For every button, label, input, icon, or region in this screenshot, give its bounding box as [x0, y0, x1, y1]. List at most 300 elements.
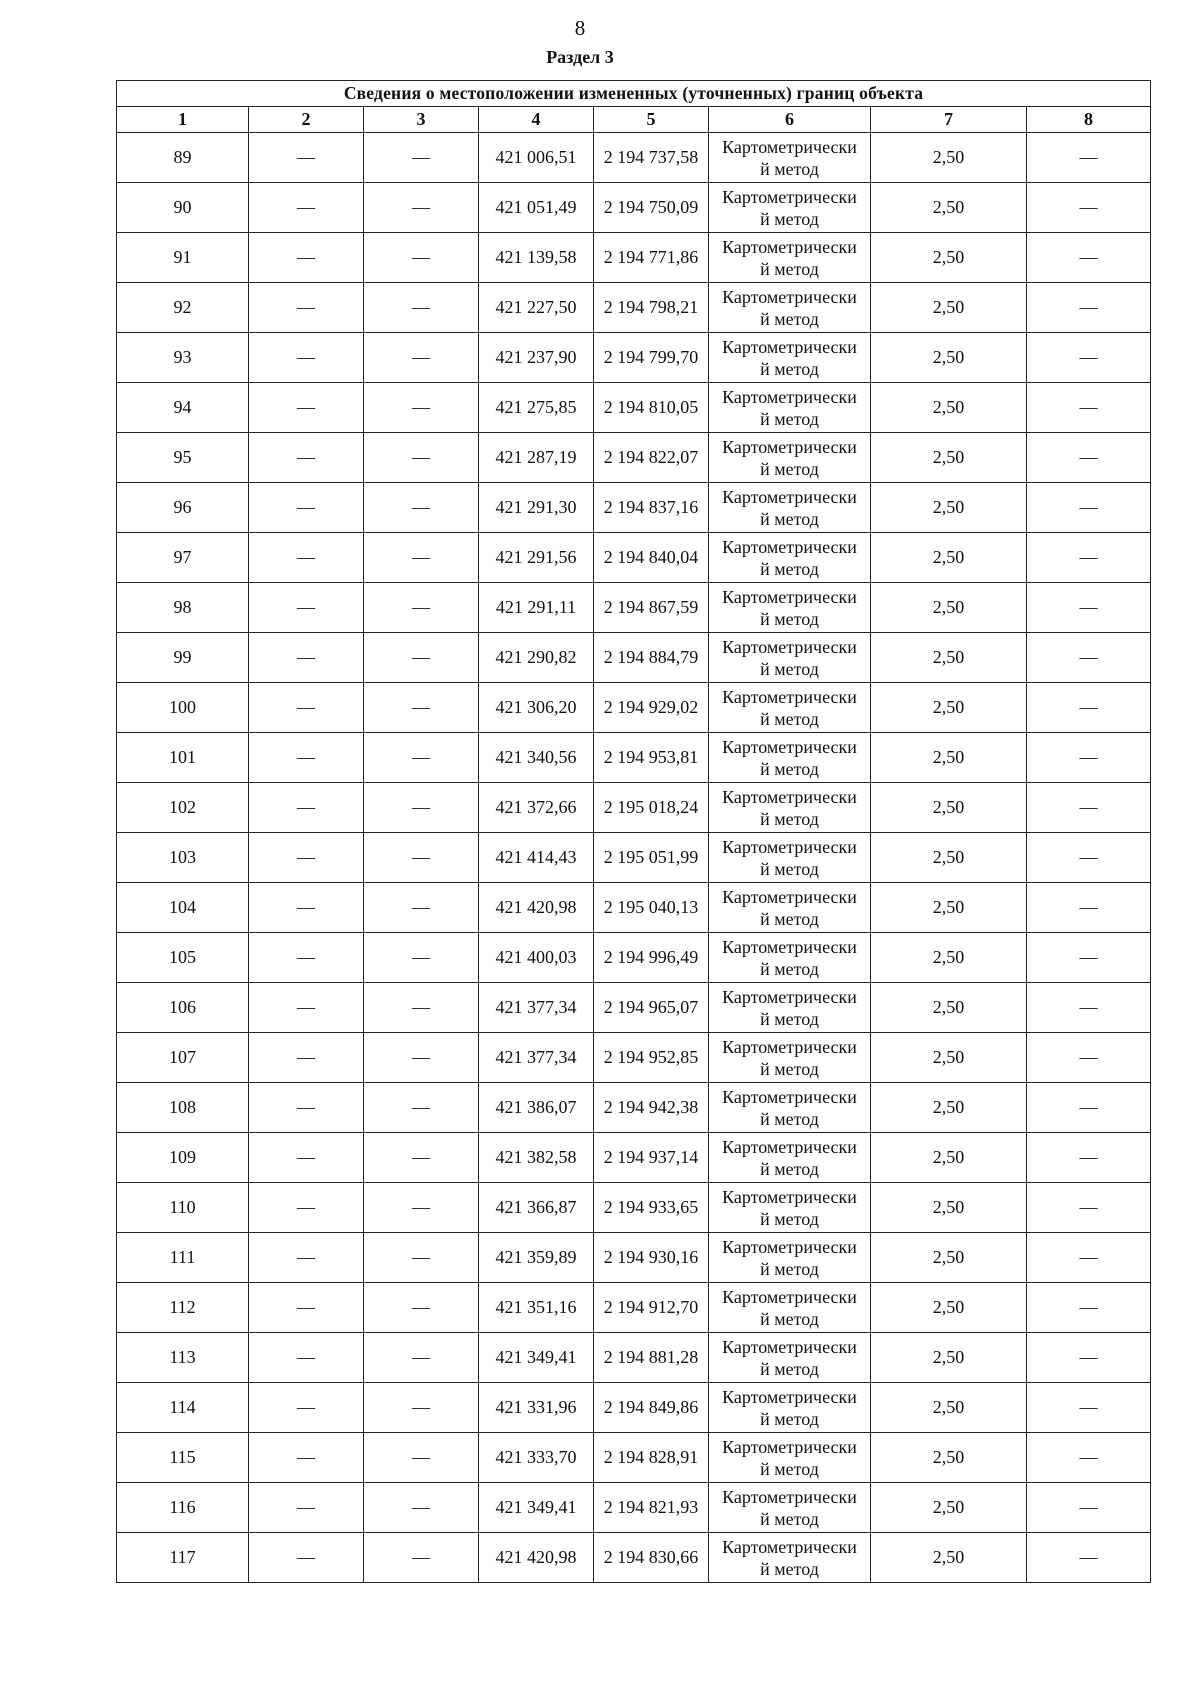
dash-cell: — — [364, 633, 479, 683]
method-text-line1: Картометрически — [722, 1036, 857, 1057]
method-cell — [709, 1383, 871, 1433]
y-coordinate-cell: 2 195 051,99 — [594, 833, 709, 883]
point-number-cell: 94 — [117, 383, 249, 433]
method-cell — [709, 233, 871, 283]
point-number-cell: 91 — [117, 233, 249, 283]
method-cell — [709, 833, 871, 883]
method-cell — [709, 1433, 871, 1483]
y-coordinate-cell: 2 194 942,38 — [594, 1083, 709, 1133]
method-text-line2: й метод — [760, 508, 819, 529]
table-row — [117, 733, 1151, 783]
table-row — [117, 333, 1151, 383]
table-row — [117, 1133, 1151, 1183]
x-coordinate-cell: 421 420,98 — [479, 1533, 594, 1583]
table-row — [117, 583, 1151, 633]
dash-cell: — — [1027, 1483, 1151, 1533]
accuracy-cell: 2,50 — [871, 183, 1027, 233]
y-coordinate-cell: 2 194 849,86 — [594, 1383, 709, 1433]
point-number-cell: 114 — [117, 1383, 249, 1433]
dash-cell: — — [249, 833, 364, 883]
method-text-line2: й метод — [760, 1408, 819, 1429]
x-coordinate-cell: 421 377,34 — [479, 983, 594, 1033]
dash-cell: — — [364, 1083, 479, 1133]
table-row — [117, 533, 1151, 583]
dash-cell: — — [249, 483, 364, 533]
accuracy-cell: 2,50 — [871, 233, 1027, 283]
accuracy-cell: 2,50 — [871, 1333, 1027, 1383]
x-coordinate-cell: 421 291,11 — [479, 583, 594, 633]
accuracy-cell: 2,50 — [871, 1033, 1027, 1083]
method-cell — [709, 1183, 871, 1233]
x-coordinate-cell: 421 377,34 — [479, 1033, 594, 1083]
y-coordinate-cell: 2 194 750,09 — [594, 183, 709, 233]
method-text-line1: Картометрически — [722, 586, 857, 607]
dash-cell: — — [1027, 933, 1151, 983]
method-text-line1: Картометрически — [722, 786, 857, 807]
accuracy-cell: 2,50 — [871, 733, 1027, 783]
method-text-line2: й метод — [760, 1458, 819, 1479]
x-coordinate-cell: 421 414,43 — [479, 833, 594, 883]
accuracy-cell: 2,50 — [871, 1433, 1027, 1483]
x-coordinate-cell: 421 333,70 — [479, 1433, 594, 1483]
dash-cell: — — [249, 583, 364, 633]
table-body — [117, 133, 1151, 1583]
method-text-line2: й метод — [760, 1208, 819, 1229]
table-row — [117, 1033, 1151, 1083]
method-text-line1: Картометрически — [722, 336, 857, 357]
dash-cell: — — [1027, 733, 1151, 783]
method-text-line1: Картометрически — [722, 736, 857, 757]
x-coordinate-cell: 421 349,41 — [479, 1333, 594, 1383]
method-cell — [709, 1233, 871, 1283]
method-text-line2: й метод — [760, 1008, 819, 1029]
x-coordinate-cell: 421 331,96 — [479, 1383, 594, 1433]
y-coordinate-cell: 2 194 929,02 — [594, 683, 709, 733]
method-text-line2: й метод — [760, 158, 819, 179]
y-coordinate-cell: 2 194 798,21 — [594, 283, 709, 333]
dash-cell: — — [364, 1233, 479, 1283]
method-cell — [709, 1533, 871, 1583]
dash-cell: — — [249, 883, 364, 933]
method-text-line1: Картометрически — [722, 286, 857, 307]
table-row — [117, 983, 1151, 1033]
x-coordinate-cell: 421 366,87 — [479, 1183, 594, 1233]
dash-cell: — — [1027, 1083, 1151, 1133]
method-cell — [709, 1483, 871, 1533]
method-text-line2: й метод — [760, 358, 819, 379]
boundary-coordinates-table — [116, 80, 1151, 1583]
method-text-line2: й метод — [760, 958, 819, 979]
table-row — [117, 1283, 1151, 1333]
column-header: 4 — [479, 107, 594, 133]
dash-cell: — — [249, 1133, 364, 1183]
method-text-line1: Картометрически — [722, 186, 857, 207]
point-number-cell: 111 — [117, 1233, 249, 1283]
point-number-cell: 98 — [117, 583, 249, 633]
dash-cell: — — [1027, 483, 1151, 533]
method-text-line1: Картометрически — [722, 136, 857, 157]
dash-cell: — — [249, 1333, 364, 1383]
dash-cell: — — [1027, 1183, 1151, 1233]
x-coordinate-cell: 421 275,85 — [479, 383, 594, 433]
method-text-line2: й метод — [760, 208, 819, 229]
point-number-cell: 107 — [117, 1033, 249, 1083]
method-text-line2: й метод — [760, 1058, 819, 1079]
method-cell — [709, 1033, 871, 1083]
method-text-line2: й метод — [760, 1508, 819, 1529]
accuracy-cell: 2,50 — [871, 783, 1027, 833]
method-text-line1: Картометрически — [722, 1086, 857, 1107]
accuracy-cell: 2,50 — [871, 533, 1027, 583]
method-cell — [709, 683, 871, 733]
table-row — [117, 1333, 1151, 1383]
dash-cell: — — [1027, 983, 1151, 1033]
method-cell — [709, 933, 871, 983]
column-header: 8 — [1027, 107, 1151, 133]
method-text-line2: й метод — [760, 658, 819, 679]
table-row — [117, 933, 1151, 983]
x-coordinate-cell: 421 359,89 — [479, 1233, 594, 1283]
x-coordinate-cell: 421 349,41 — [479, 1483, 594, 1533]
point-number-cell: 105 — [117, 933, 249, 983]
dash-cell: — — [249, 1083, 364, 1133]
dash-cell: — — [1027, 183, 1151, 233]
x-coordinate-cell: 421 351,16 — [479, 1283, 594, 1333]
method-text-line2: й метод — [760, 308, 819, 329]
y-coordinate-cell: 2 194 837,16 — [594, 483, 709, 533]
x-coordinate-cell: 421 006,51 — [479, 133, 594, 183]
table-row — [117, 1483, 1151, 1533]
method-cell — [709, 733, 871, 783]
method-cell — [709, 883, 871, 933]
method-cell — [709, 633, 871, 683]
method-text-line2: й метод — [760, 1108, 819, 1129]
dash-cell: — — [364, 383, 479, 433]
dash-cell: — — [364, 233, 479, 283]
method-text-line2: й метод — [760, 1308, 819, 1329]
x-coordinate-cell: 421 382,58 — [479, 1133, 594, 1183]
method-text-line2: й метод — [760, 858, 819, 879]
y-coordinate-cell: 2 194 771,86 — [594, 233, 709, 283]
column-header: 5 — [594, 107, 709, 133]
dash-cell: — — [364, 1133, 479, 1183]
point-number-cell: 106 — [117, 983, 249, 1033]
table-row — [117, 1233, 1151, 1283]
method-text-line1: Картометрически — [722, 836, 857, 857]
y-coordinate-cell: 2 194 840,04 — [594, 533, 709, 583]
accuracy-cell: 2,50 — [871, 1183, 1027, 1233]
y-coordinate-cell: 2 195 040,13 — [594, 883, 709, 933]
dash-cell: — — [249, 1283, 364, 1333]
method-text-line1: Картометрически — [722, 1186, 857, 1207]
table-row — [117, 683, 1151, 733]
method-cell — [709, 1083, 871, 1133]
dash-cell: — — [1027, 683, 1151, 733]
dash-cell: — — [364, 1183, 479, 1233]
method-cell — [709, 1333, 871, 1383]
x-coordinate-cell: 421 139,58 — [479, 233, 594, 283]
accuracy-cell: 2,50 — [871, 1383, 1027, 1433]
y-coordinate-cell: 2 194 799,70 — [594, 333, 709, 383]
method-text-line2: й метод — [760, 1358, 819, 1379]
dash-cell: — — [249, 533, 364, 583]
dash-cell: — — [1027, 783, 1151, 833]
point-number-cell: 117 — [117, 1533, 249, 1583]
method-text-line1: Картометрически — [722, 386, 857, 407]
accuracy-cell: 2,50 — [871, 1283, 1027, 1333]
dash-cell: — — [249, 683, 364, 733]
y-coordinate-cell: 2 194 830,66 — [594, 1533, 709, 1583]
method-cell — [709, 183, 871, 233]
column-header: 6 — [709, 107, 871, 133]
table-row — [117, 1083, 1151, 1133]
column-header: 7 — [871, 107, 1027, 133]
method-text-line1: Картометрически — [722, 436, 857, 457]
dash-cell: — — [364, 783, 479, 833]
dash-cell: — — [249, 783, 364, 833]
y-coordinate-cell: 2 194 912,70 — [594, 1283, 709, 1333]
dash-cell: — — [1027, 1333, 1151, 1383]
x-coordinate-cell: 421 420,98 — [479, 883, 594, 933]
accuracy-cell: 2,50 — [871, 283, 1027, 333]
x-coordinate-cell: 421 306,20 — [479, 683, 594, 733]
dash-cell: — — [364, 1333, 479, 1383]
accuracy-cell: 2,50 — [871, 1133, 1027, 1183]
point-number-cell: 89 — [117, 133, 249, 183]
method-cell — [709, 983, 871, 1033]
method-cell — [709, 533, 871, 583]
dash-cell: — — [364, 833, 479, 883]
method-text-line2: й метод — [760, 1258, 819, 1279]
dash-cell: — — [1027, 833, 1151, 883]
accuracy-cell: 2,50 — [871, 933, 1027, 983]
y-coordinate-cell: 2 195 018,24 — [594, 783, 709, 833]
method-text-line2: й метод — [760, 1158, 819, 1179]
table-row — [117, 1533, 1151, 1583]
table-row — [117, 1433, 1151, 1483]
method-text-line1: Картометрически — [722, 536, 857, 557]
point-number-cell: 96 — [117, 483, 249, 533]
point-number-cell: 92 — [117, 283, 249, 333]
table-row — [117, 783, 1151, 833]
method-cell — [709, 783, 871, 833]
table-row — [117, 433, 1151, 483]
point-number-cell: 104 — [117, 883, 249, 933]
dash-cell: — — [364, 1533, 479, 1583]
y-coordinate-cell: 2 194 821,93 — [594, 1483, 709, 1533]
method-text-line1: Картометрически — [722, 986, 857, 1007]
dash-cell: — — [1027, 883, 1151, 933]
dash-cell: — — [1027, 433, 1151, 483]
accuracy-cell: 2,50 — [871, 483, 1027, 533]
method-text-line2: й метод — [760, 408, 819, 429]
dash-cell: — — [249, 233, 364, 283]
x-coordinate-cell: 421 287,19 — [479, 433, 594, 483]
accuracy-cell: 2,50 — [871, 1533, 1027, 1583]
column-header-row — [117, 107, 1151, 133]
column-header: 2 — [249, 107, 364, 133]
y-coordinate-cell: 2 194 965,07 — [594, 983, 709, 1033]
dash-cell: — — [364, 733, 479, 783]
method-text-line1: Картометрически — [722, 486, 857, 507]
dash-cell: — — [364, 133, 479, 183]
y-coordinate-cell: 2 194 937,14 — [594, 1133, 709, 1183]
dash-cell: — — [364, 983, 479, 1033]
table-row — [117, 1183, 1151, 1233]
accuracy-cell: 2,50 — [871, 333, 1027, 383]
method-cell — [709, 283, 871, 333]
method-text-line1: Картометрически — [722, 1536, 857, 1557]
dash-cell: — — [1027, 1283, 1151, 1333]
method-text-line1: Картометрически — [722, 936, 857, 957]
x-coordinate-cell: 421 372,66 — [479, 783, 594, 833]
dash-cell: — — [364, 1383, 479, 1433]
dash-cell: — — [364, 333, 479, 383]
point-number-cell: 93 — [117, 333, 249, 383]
accuracy-cell: 2,50 — [871, 383, 1027, 433]
point-number-cell: 97 — [117, 533, 249, 583]
table-caption: Сведения о местоположении измененных (уточненных) границ объекта — [117, 81, 1151, 107]
y-coordinate-cell: 2 194 881,28 — [594, 1333, 709, 1383]
dash-cell: — — [1027, 1133, 1151, 1183]
x-coordinate-cell: 421 386,07 — [479, 1083, 594, 1133]
dash-cell: — — [1027, 1033, 1151, 1083]
accuracy-cell: 2,50 — [871, 1083, 1027, 1133]
dash-cell: — — [1027, 583, 1151, 633]
point-number-cell: 102 — [117, 783, 249, 833]
method-text-line2: й метод — [760, 258, 819, 279]
x-coordinate-cell: 421 237,90 — [479, 333, 594, 383]
method-text-line2: й метод — [760, 458, 819, 479]
dash-cell: — — [249, 1533, 364, 1583]
table-row — [117, 283, 1151, 333]
x-coordinate-cell: 421 291,56 — [479, 533, 594, 583]
x-coordinate-cell: 421 051,49 — [479, 183, 594, 233]
accuracy-cell: 2,50 — [871, 683, 1027, 733]
dash-cell: — — [1027, 233, 1151, 283]
method-text-line1: Картометрически — [722, 1486, 857, 1507]
dash-cell: — — [249, 283, 364, 333]
method-text-line2: й метод — [760, 708, 819, 729]
table-row — [117, 833, 1151, 883]
y-coordinate-cell: 2 194 933,65 — [594, 1183, 709, 1233]
dash-cell: — — [249, 933, 364, 983]
dash-cell: — — [364, 1033, 479, 1083]
accuracy-cell: 2,50 — [871, 133, 1027, 183]
dash-cell: — — [1027, 1433, 1151, 1483]
dash-cell: — — [1027, 283, 1151, 333]
point-number-cell: 113 — [117, 1333, 249, 1383]
point-number-cell: 110 — [117, 1183, 249, 1233]
dash-cell: — — [364, 1283, 479, 1333]
method-cell — [709, 583, 871, 633]
method-text-line1: Картометрически — [722, 1336, 857, 1357]
dash-cell: — — [249, 383, 364, 433]
dash-cell: — — [1027, 1533, 1151, 1583]
y-coordinate-cell: 2 194 737,58 — [594, 133, 709, 183]
method-text-line2: й метод — [760, 908, 819, 929]
accuracy-cell: 2,50 — [871, 583, 1027, 633]
point-number-cell: 101 — [117, 733, 249, 783]
point-number-cell: 95 — [117, 433, 249, 483]
section-title: Раздел 3 — [546, 47, 614, 67]
method-cell — [709, 1283, 871, 1333]
y-coordinate-cell: 2 194 996,49 — [594, 933, 709, 983]
accuracy-cell: 2,50 — [871, 983, 1027, 1033]
dash-cell: — — [249, 133, 364, 183]
method-text-line1: Картометрически — [722, 1286, 857, 1307]
dash-cell: — — [364, 583, 479, 633]
point-number-cell: 115 — [117, 1433, 249, 1483]
y-coordinate-cell: 2 194 822,07 — [594, 433, 709, 483]
dash-cell: — — [249, 183, 364, 233]
method-text-line1: Картометрически — [722, 1386, 857, 1407]
method-cell — [709, 433, 871, 483]
y-coordinate-cell: 2 194 867,59 — [594, 583, 709, 633]
dash-cell: — — [364, 1433, 479, 1483]
dash-cell: — — [1027, 333, 1151, 383]
method-cell — [709, 1133, 871, 1183]
accuracy-cell: 2,50 — [871, 883, 1027, 933]
dash-cell: — — [249, 733, 364, 783]
dash-cell: — — [249, 1033, 364, 1083]
method-text-line1: Картометрически — [722, 686, 857, 707]
accuracy-cell: 2,50 — [871, 433, 1027, 483]
method-text-line2: й метод — [760, 808, 819, 829]
accuracy-cell: 2,50 — [871, 633, 1027, 683]
dash-cell: — — [249, 1433, 364, 1483]
dash-cell: — — [249, 333, 364, 383]
table-row — [117, 183, 1151, 233]
table-row — [117, 1383, 1151, 1433]
method-text-line2: й метод — [760, 558, 819, 579]
accuracy-cell: 2,50 — [871, 1483, 1027, 1533]
method-text-line2: й метод — [760, 1558, 819, 1579]
x-coordinate-cell: 421 400,03 — [479, 933, 594, 983]
x-coordinate-cell: 421 291,30 — [479, 483, 594, 533]
dash-cell: — — [364, 183, 479, 233]
x-coordinate-cell: 421 340,56 — [479, 733, 594, 783]
x-coordinate-cell: 421 290,82 — [479, 633, 594, 683]
accuracy-cell: 2,50 — [871, 833, 1027, 883]
table-row — [117, 633, 1151, 683]
point-number-cell: 90 — [117, 183, 249, 233]
dash-cell: — — [364, 933, 479, 983]
dash-cell: — — [364, 533, 479, 583]
dash-cell: — — [249, 433, 364, 483]
table-row — [117, 483, 1151, 533]
dash-cell: — — [364, 283, 479, 333]
method-text-line1: Картометрически — [722, 236, 857, 257]
point-number-cell: 112 — [117, 1283, 249, 1333]
point-number-cell: 108 — [117, 1083, 249, 1133]
y-coordinate-cell: 2 194 828,91 — [594, 1433, 709, 1483]
table-row — [117, 883, 1151, 933]
point-number-cell: 99 — [117, 633, 249, 683]
y-coordinate-cell: 2 194 952,85 — [594, 1033, 709, 1083]
dash-cell: — — [1027, 133, 1151, 183]
dash-cell: — — [364, 683, 479, 733]
method-text-line1: Картометрически — [722, 1236, 857, 1257]
dash-cell: — — [1027, 383, 1151, 433]
dash-cell: — — [249, 1383, 364, 1433]
table-row — [117, 233, 1151, 283]
y-coordinate-cell: 2 194 884,79 — [594, 633, 709, 683]
dash-cell: — — [249, 633, 364, 683]
point-number-cell: 109 — [117, 1133, 249, 1183]
y-coordinate-cell: 2 194 953,81 — [594, 733, 709, 783]
method-text-line1: Картометрически — [722, 1136, 857, 1157]
